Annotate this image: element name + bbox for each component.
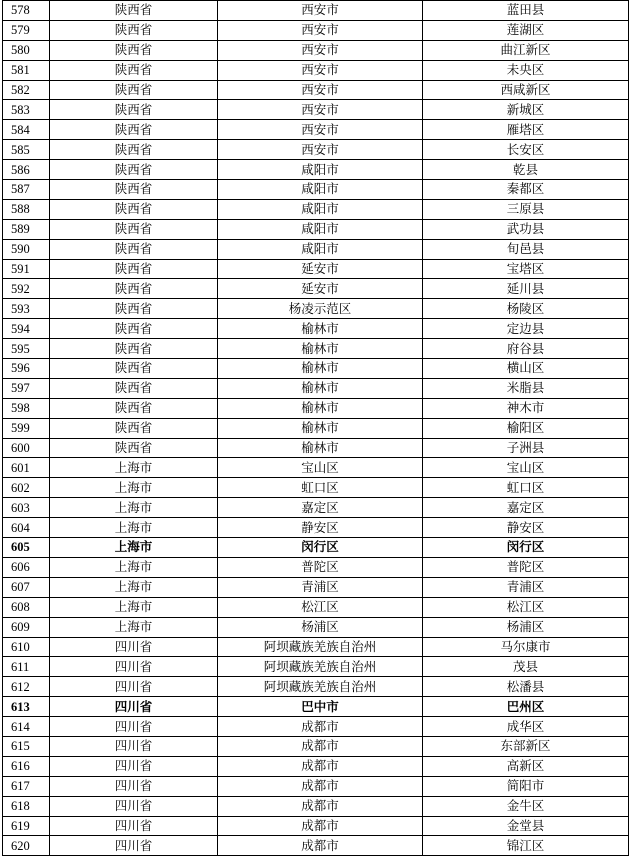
county-cell: 长安区 — [423, 140, 629, 160]
city-cell: 延安市 — [218, 279, 423, 299]
row-number: 590 — [3, 239, 50, 259]
county-cell: 东部新区 — [423, 736, 629, 756]
province-cell: 陕西省 — [50, 160, 218, 180]
row-number: 613 — [3, 697, 50, 717]
county-cell: 西咸新区 — [423, 80, 629, 100]
table-row — [3, 577, 629, 597]
county-cell: 神木市 — [423, 398, 629, 418]
table-row — [3, 60, 629, 80]
province-cell: 陕西省 — [50, 80, 218, 100]
county-cell: 简阳市 — [423, 776, 629, 796]
county-cell: 锦江区 — [423, 836, 629, 856]
row-number: 588 — [3, 199, 50, 219]
county-cell: 延川县 — [423, 279, 629, 299]
table-row — [3, 140, 629, 160]
city-cell: 榆林市 — [218, 418, 423, 438]
province-cell: 陕西省 — [50, 239, 218, 259]
province-cell: 四川省 — [50, 637, 218, 657]
province-cell: 上海市 — [50, 458, 218, 478]
city-cell: 咸阳市 — [218, 219, 423, 239]
county-cell: 子洲县 — [423, 438, 629, 458]
city-cell: 西安市 — [218, 120, 423, 140]
province-cell: 陕西省 — [50, 418, 218, 438]
province-cell: 上海市 — [50, 557, 218, 577]
row-number: 612 — [3, 677, 50, 697]
county-cell: 闵行区 — [423, 538, 629, 558]
province-cell: 四川省 — [50, 657, 218, 677]
city-cell: 榆林市 — [218, 359, 423, 379]
table-row — [3, 697, 629, 717]
table-row — [3, 259, 629, 279]
city-cell: 西安市 — [218, 100, 423, 120]
county-cell: 蓝田县 — [423, 1, 629, 21]
table-row — [3, 160, 629, 180]
city-cell: 成都市 — [218, 717, 423, 737]
province-cell: 上海市 — [50, 617, 218, 637]
county-cell: 曲江新区 — [423, 40, 629, 60]
row-number: 597 — [3, 378, 50, 398]
county-cell: 金堂县 — [423, 816, 629, 836]
county-cell: 雁塔区 — [423, 120, 629, 140]
city-cell: 静安区 — [218, 518, 423, 538]
row-number: 603 — [3, 498, 50, 518]
table-row — [3, 20, 629, 40]
county-cell: 茂县 — [423, 657, 629, 677]
county-cell: 新城区 — [423, 100, 629, 120]
province-cell: 陕西省 — [50, 100, 218, 120]
county-cell: 松潘县 — [423, 677, 629, 697]
city-cell: 榆林市 — [218, 378, 423, 398]
table-row — [3, 219, 629, 239]
province-cell: 四川省 — [50, 836, 218, 856]
county-cell: 松江区 — [423, 597, 629, 617]
row-number: 582 — [3, 80, 50, 100]
county-cell: 杨陵区 — [423, 299, 629, 319]
table-row — [3, 398, 629, 418]
city-cell: 西安市 — [218, 140, 423, 160]
row-number: 616 — [3, 756, 50, 776]
table-row — [3, 816, 629, 836]
row-number: 604 — [3, 518, 50, 538]
table-row — [3, 796, 629, 816]
table-row — [3, 776, 629, 796]
province-cell: 陕西省 — [50, 60, 218, 80]
county-cell: 金牛区 — [423, 796, 629, 816]
city-cell: 巴中市 — [218, 697, 423, 717]
province-cell: 陕西省 — [50, 339, 218, 359]
province-cell: 陕西省 — [50, 1, 218, 21]
county-cell: 虹口区 — [423, 478, 629, 498]
row-number: 579 — [3, 20, 50, 40]
row-number: 602 — [3, 478, 50, 498]
province-cell: 陕西省 — [50, 359, 218, 379]
city-cell: 成都市 — [218, 836, 423, 856]
city-cell: 青浦区 — [218, 577, 423, 597]
row-number: 596 — [3, 359, 50, 379]
row-number: 617 — [3, 776, 50, 796]
province-cell: 四川省 — [50, 796, 218, 816]
province-cell: 陕西省 — [50, 219, 218, 239]
row-number: 599 — [3, 418, 50, 438]
table-row — [3, 637, 629, 657]
row-number: 584 — [3, 120, 50, 140]
row-number: 618 — [3, 796, 50, 816]
row-number: 608 — [3, 597, 50, 617]
table-row — [3, 418, 629, 438]
province-cell: 四川省 — [50, 756, 218, 776]
county-cell: 青浦区 — [423, 577, 629, 597]
province-cell: 上海市 — [50, 538, 218, 558]
county-cell: 马尔康市 — [423, 637, 629, 657]
city-cell: 咸阳市 — [218, 239, 423, 259]
table-row — [3, 378, 629, 398]
row-number: 587 — [3, 180, 50, 200]
city-cell: 延安市 — [218, 259, 423, 279]
county-cell: 秦都区 — [423, 180, 629, 200]
county-cell: 巴州区 — [423, 697, 629, 717]
county-cell: 定边县 — [423, 319, 629, 339]
row-number: 611 — [3, 657, 50, 677]
county-cell: 宝塔区 — [423, 259, 629, 279]
row-number: 600 — [3, 438, 50, 458]
city-cell: 虹口区 — [218, 478, 423, 498]
province-cell: 四川省 — [50, 816, 218, 836]
city-cell: 成都市 — [218, 736, 423, 756]
city-cell: 杨凌示范区 — [218, 299, 423, 319]
row-number: 601 — [3, 458, 50, 478]
county-cell: 成华区 — [423, 717, 629, 737]
city-cell: 咸阳市 — [218, 160, 423, 180]
city-cell: 宝山区 — [218, 458, 423, 478]
county-cell: 普陀区 — [423, 557, 629, 577]
province-cell: 上海市 — [50, 597, 218, 617]
county-cell: 三原县 — [423, 199, 629, 219]
table-row — [3, 80, 629, 100]
city-cell: 西安市 — [218, 1, 423, 21]
city-cell: 普陀区 — [218, 557, 423, 577]
row-number: 619 — [3, 816, 50, 836]
table-row — [3, 538, 629, 558]
row-number: 605 — [3, 538, 50, 558]
province-cell: 四川省 — [50, 776, 218, 796]
table-row — [3, 279, 629, 299]
row-number: 606 — [3, 557, 50, 577]
county-cell: 乾县 — [423, 160, 629, 180]
table-row — [3, 40, 629, 60]
row-number: 580 — [3, 40, 50, 60]
table-row — [3, 756, 629, 776]
city-cell: 榆林市 — [218, 319, 423, 339]
city-cell: 成都市 — [218, 796, 423, 816]
province-cell: 四川省 — [50, 717, 218, 737]
city-cell: 西安市 — [218, 40, 423, 60]
city-cell: 杨浦区 — [218, 617, 423, 637]
row-number: 607 — [3, 577, 50, 597]
province-cell: 陕西省 — [50, 259, 218, 279]
row-number: 615 — [3, 736, 50, 756]
table-row — [3, 120, 629, 140]
row-number: 583 — [3, 100, 50, 120]
county-cell: 横山区 — [423, 359, 629, 379]
city-cell: 成都市 — [218, 756, 423, 776]
table-row — [3, 299, 629, 319]
county-cell: 榆阳区 — [423, 418, 629, 438]
county-cell: 府谷县 — [423, 339, 629, 359]
city-cell: 阿坝藏族羌族自治州 — [218, 637, 423, 657]
province-cell: 上海市 — [50, 518, 218, 538]
province-cell: 陕西省 — [50, 438, 218, 458]
county-cell: 嘉定区 — [423, 498, 629, 518]
city-cell: 咸阳市 — [218, 199, 423, 219]
table-row — [3, 359, 629, 379]
city-cell: 西安市 — [218, 20, 423, 40]
row-number: 591 — [3, 259, 50, 279]
table-row — [3, 319, 629, 339]
table-row — [3, 239, 629, 259]
county-cell: 武功县 — [423, 219, 629, 239]
city-cell: 成都市 — [218, 776, 423, 796]
province-cell: 陕西省 — [50, 319, 218, 339]
table-row — [3, 657, 629, 677]
province-cell: 陕西省 — [50, 140, 218, 160]
city-cell: 成都市 — [218, 816, 423, 836]
row-number: 614 — [3, 717, 50, 737]
county-cell: 静安区 — [423, 518, 629, 538]
province-cell: 陕西省 — [50, 120, 218, 140]
city-cell: 咸阳市 — [218, 180, 423, 200]
province-cell: 四川省 — [50, 736, 218, 756]
table-row — [3, 458, 629, 478]
table-row — [3, 1, 629, 21]
province-cell: 陕西省 — [50, 279, 218, 299]
county-cell: 米脂县 — [423, 378, 629, 398]
city-cell: 闵行区 — [218, 538, 423, 558]
row-number: 609 — [3, 617, 50, 637]
row-number: 598 — [3, 398, 50, 418]
province-cell: 上海市 — [50, 478, 218, 498]
city-cell: 榆林市 — [218, 438, 423, 458]
table-row — [3, 199, 629, 219]
county-cell: 高新区 — [423, 756, 629, 776]
province-cell: 上海市 — [50, 577, 218, 597]
row-number: 595 — [3, 339, 50, 359]
table-row — [3, 836, 629, 856]
row-number: 594 — [3, 319, 50, 339]
city-cell: 阿坝藏族羌族自治州 — [218, 657, 423, 677]
city-cell: 榆林市 — [218, 339, 423, 359]
row-number: 620 — [3, 836, 50, 856]
table-body — [3, 1, 629, 856]
table-row — [3, 518, 629, 538]
table-row — [3, 498, 629, 518]
table-row — [3, 180, 629, 200]
table-row — [3, 100, 629, 120]
province-cell: 陕西省 — [50, 20, 218, 40]
row-number: 592 — [3, 279, 50, 299]
table-row — [3, 339, 629, 359]
table-row — [3, 557, 629, 577]
province-cell: 陕西省 — [50, 40, 218, 60]
row-number: 581 — [3, 60, 50, 80]
table-row — [3, 617, 629, 637]
province-cell: 陕西省 — [50, 299, 218, 319]
city-cell: 西安市 — [218, 60, 423, 80]
city-cell: 松江区 — [218, 597, 423, 617]
table-row — [3, 736, 629, 756]
row-number: 610 — [3, 637, 50, 657]
table-row — [3, 597, 629, 617]
county-cell: 杨浦区 — [423, 617, 629, 637]
province-cell: 陕西省 — [50, 180, 218, 200]
row-number: 586 — [3, 160, 50, 180]
province-cell: 陕西省 — [50, 378, 218, 398]
city-cell: 西安市 — [218, 80, 423, 100]
table-row — [3, 717, 629, 737]
province-cell: 四川省 — [50, 677, 218, 697]
province-cell: 四川省 — [50, 697, 218, 717]
county-cell: 宝山区 — [423, 458, 629, 478]
region-table — [2, 0, 629, 856]
row-number: 593 — [3, 299, 50, 319]
province-cell: 陕西省 — [50, 199, 218, 219]
table-row — [3, 438, 629, 458]
city-cell: 阿坝藏族羌族自治州 — [218, 677, 423, 697]
province-cell: 上海市 — [50, 498, 218, 518]
row-number: 578 — [3, 1, 50, 21]
row-number: 589 — [3, 219, 50, 239]
province-cell: 陕西省 — [50, 398, 218, 418]
row-number: 585 — [3, 140, 50, 160]
table-row — [3, 677, 629, 697]
city-cell: 榆林市 — [218, 398, 423, 418]
county-cell: 旬邑县 — [423, 239, 629, 259]
city-cell: 嘉定区 — [218, 498, 423, 518]
county-cell: 未央区 — [423, 60, 629, 80]
county-cell: 莲湖区 — [423, 20, 629, 40]
table-row — [3, 478, 629, 498]
